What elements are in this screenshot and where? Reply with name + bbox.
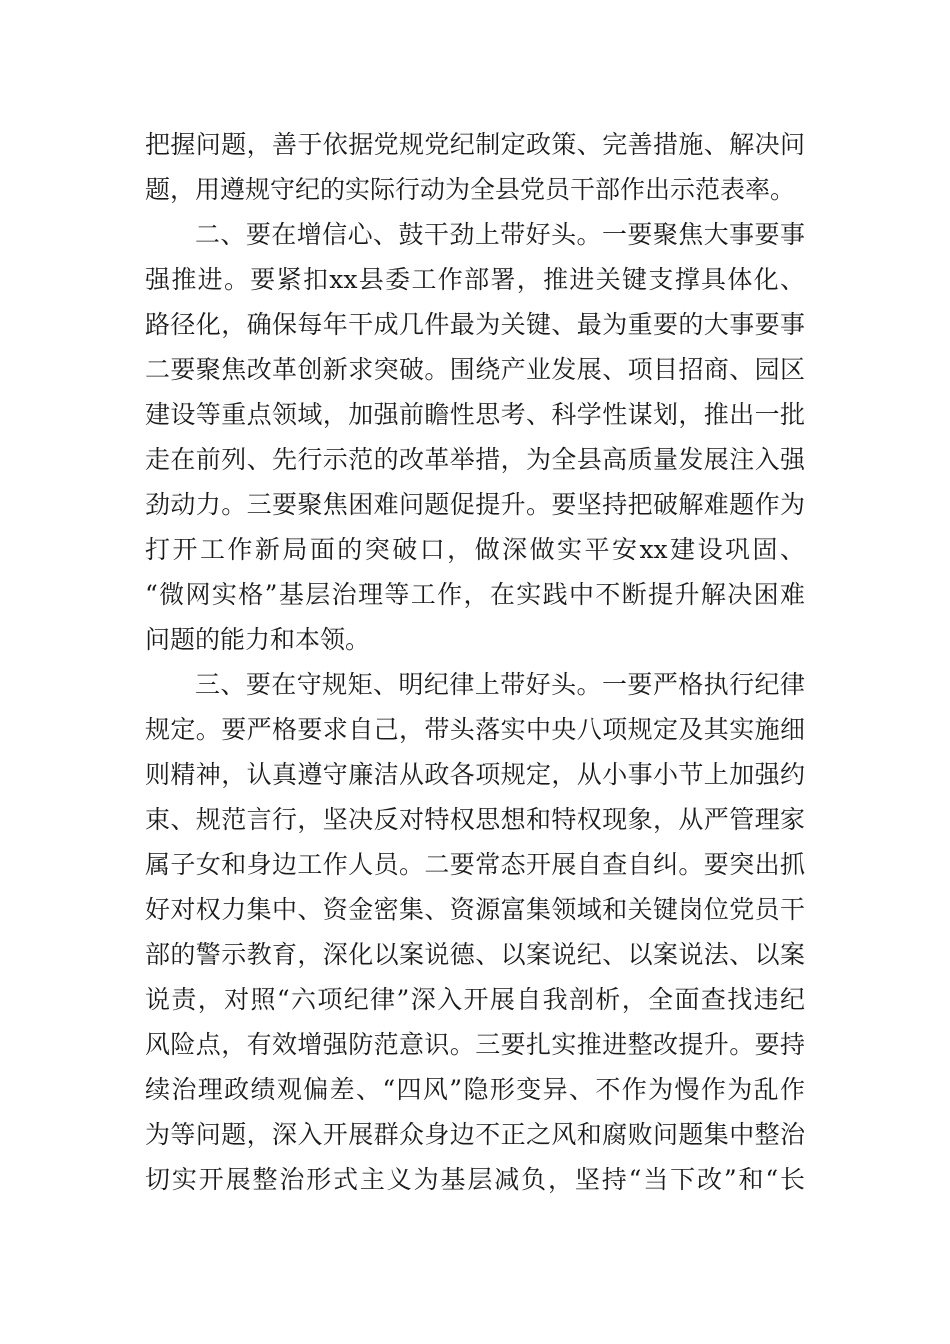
paragraph-line: 强推进。要紧扣xx县委工作部署，推进关键支撑具体化、	[145, 265, 805, 294]
paragraph-line: 部的警示教育，深化以案说德、以案说纪、以案说法、以案	[145, 940, 805, 969]
paragraph-line: “微网实格”基层治理等工作，在实践中不断提升解决困难	[145, 580, 805, 609]
paragraph-line: 劲动力。三要聚焦困难问题促提升。要坚持把破解难题作为	[145, 490, 805, 519]
paragraph-line: 路径化，确保每年干成几件最为关键、最为重要的大事要事	[145, 310, 805, 339]
paragraph-line: 为等问题，深入开展群众身边不正之风和腐败问题集中整治	[145, 1120, 805, 1149]
paragraph-line: 打开工作新局面的突破口，做深做实平安xx建设巩固、	[145, 535, 805, 564]
paragraph-heading-line: 三、要在守规矩、明纪律上带好头。一要严格执行纪律	[195, 670, 805, 699]
paragraph-line: 续治理政绩观偏差、“四风”隐形变异、不作为慢作为乱作	[145, 1075, 805, 1104]
paragraph-line: 则精神，认真遵守廉洁从政各项规定，从小事小节上加强约	[145, 760, 805, 789]
paragraph-line: 走在前列、先行示范的改革举措，为全县高质量发展注入强	[145, 445, 805, 474]
paragraph-line: 说责，对照“六项纪律”深入开展自我剖析，全面查找违纪	[145, 985, 805, 1014]
paragraph-line: 建设等重点领域，加强前瞻性思考、科学性谋划，推出一批	[145, 400, 805, 429]
paragraph-line: 属子女和身边工作人员。二要常态开展自查自纠。要突出抓	[145, 850, 805, 879]
paragraph-line: 题，用遵规守纪的实际行动为全县党员干部作出示范表率。	[145, 175, 796, 204]
paragraph-line: 规定。要严格要求自己，带头落实中央八项规定及其实施细	[145, 715, 805, 744]
paragraph-line: 切实开展整治形式主义为基层减负，坚持“当下改”和“长	[145, 1165, 805, 1194]
paragraph-line: 问题的能力和本领。	[145, 625, 371, 654]
paragraph-line: 好对权力集中、资金密集、资源富集领域和关键岗位党员干	[145, 895, 805, 924]
paragraph-line: 把握问题，善于依据党规党纪制定政策、完善措施、解决问	[145, 130, 805, 159]
paragraph-line: 二要聚焦改革创新求突破。围绕产业发展、项目招商、园区	[145, 355, 805, 384]
paragraph-line: 风险点，有效增强防范意识。三要扎实推进整改提升。要持	[145, 1030, 805, 1059]
paragraph-heading-line: 二、要在增信心、鼓干劲上带好头。一要聚焦大事要事	[195, 220, 805, 249]
paragraph-line: 束、规范言行，坚决反对特权思想和特权现象，从严管理家	[145, 805, 805, 834]
